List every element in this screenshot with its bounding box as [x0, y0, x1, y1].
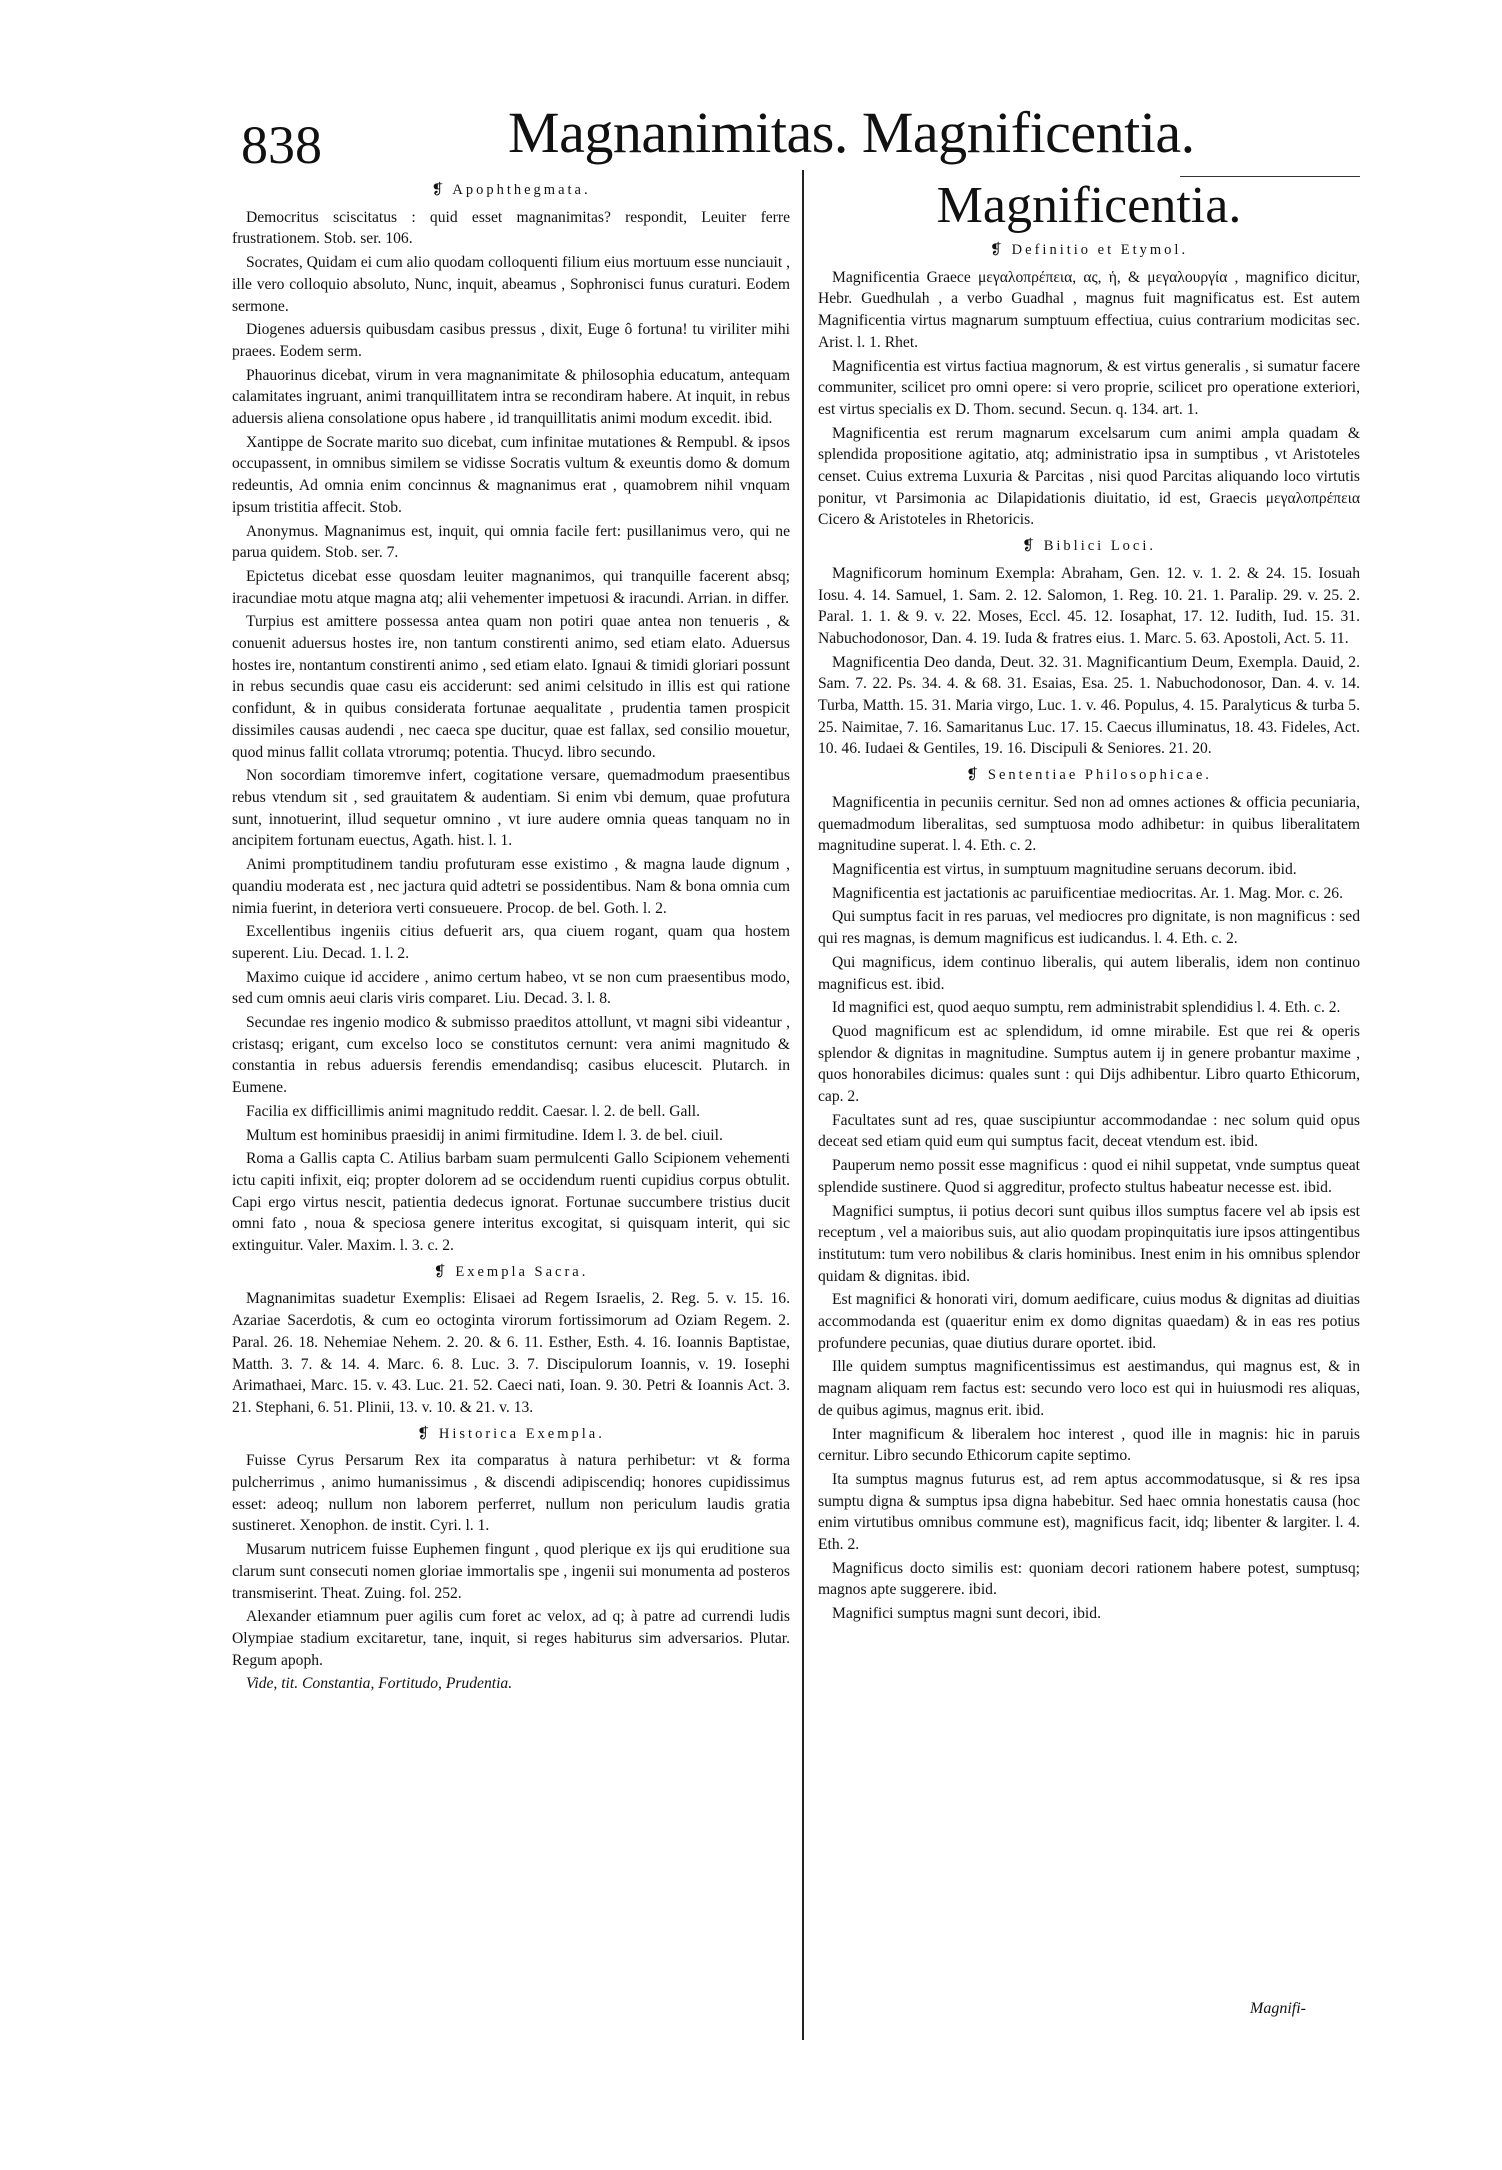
section-heading-biblici: ❡ Biblici Loci. — [1021, 538, 1157, 555]
paragraph: Magnificentia est virtus factiua magnorum, & est virtus generalis , si sumatur facere communiter, scilicet pro omni opere: si vero proprie, scilicet pro operatione exteriori, est virtus specialis ex D. Thom. secund. Secun. q. 134. art. 1. — [818, 357, 1360, 418]
paragraph: Ille quidem sumptus magnificentissimus est aestimandus, qui magnus est, & in magnam aliquam rem factus est: secundo vero loco est qui in huiusmodi res aliquas, de quibus agimus, magnus erit. ibid. — [818, 1358, 1360, 1419]
paragraph: Turpius est amittere possessa antea quam non potiri quae antea non tenueris , & conuenit aduersus hostes ire, non tantum constirenti animo, sed etiam elato. Aduersus hostes ire, nontantum constirenti animo , sed etiam elato. Ignaui & timidi gloriari possunt in rebus secundis quae casu eis acciderunt: sed animi celsitudo in illis est qui ratione confidunt, & in quibus considerata fortunae aequalitate , prudentia tamen prospicit dissimiles causas audendi , nec caeca spe ducitur, quae est fallax, sed consilio mouetur, quod minus fallit collata vtrorumq; potentia. Thucyd. libro secundo. — [232, 613, 790, 761]
catchword: Magnifi- — [1250, 2000, 1306, 2017]
paragraph: Magnifici sumptus, ii potius decori sunt quibus illos sumptus facere vel ab ipsis est receptum , vel a maioribus suis, aut alio quodam propinquitatis iure ipsos attingentibus institutum: tum vero nobilibus & claris hominibus. Inest enim in his omnibus splendor quidam & dignitas. ibid. — [818, 1202, 1360, 1285]
column-divider — [802, 170, 804, 2040]
section-heading-sententiae: ❡ Sententiae Philosophicae. — [966, 767, 1212, 784]
paragraph: Musarum nutricem fuisse Euphemen fingunt , quod plerique ex ijs qui eruditione sua clarum sunt consecuti nomen gloriae immortalis spe , ingenii sui monumenta ad posteros transmiserint. Theat. Zuing. fol. 252. — [232, 1541, 790, 1602]
paragraph: Xantippe de Socrate marito suo dicebat, cum infinitae mutationes & Rempubl. & ipsos occupassent, in omnibus similem se vidisse Socratis vultum & exeuntis domo & domum redeuntis, Ad omnia enim concinnus & magnanimus erat , quamobrem nihil vnquam ipsum tristitia affecit. Stob. — [232, 433, 790, 516]
paragraph: Ita sumptus magnus futurus est, ad rem aptus accommodatusque, si & res ipsa sumptu digna & sumptus ipsa digna habebitur. Sed haec omnia honestatis causa (hoc enim virtutibus omnibus commune est), magnificus facit, idq; libenter & largiter. l. 4. Eth. 2. — [818, 1470, 1360, 1554]
paragraph: Est magnifici & honorati viri, domum aedificare, cuius modus & dignitas ad diuitias accommodanda est (quaeritur enim ex domo dignitas quaedam) & in eas res potius profundere pecunias, quae diutius durare oportet. ibid. — [818, 1291, 1360, 1352]
paragraph: Socrates, Quidam ei cum alio quodam colloquenti filium eius mortuum esse nunciauit , ille vero colloquio absoluto, Nunc, inquit, abeamus , Sophronisci funus curaturi. Eodem sermone. — [232, 254, 790, 315]
paragraph: Inter magnificum & liberalem hoc interest , quod ille in magnis: hic in paruis cernitur. Libro secundo Ethicorum capite septimo. — [818, 1425, 1360, 1465]
paragraph: Magnificentia est virtus, in sumptuum magnitudine seruans decorum. ibid. — [832, 860, 1297, 878]
paragraph: Non socordiam timoremve infert, cogitatione versare, quemadmodum praesentibus rebus vtendum sit , sed grauitatem & audentiam. Si enim vbi demum, quae profutura sunt, innotuerint, illud sequetur omnino , vt iure audere omnia queas tanquam no in ancipitem fortunam euectus, Agath. hist. l. 1. — [232, 767, 790, 850]
paragraph: Secundae res ingenio modico & submisso praeditos attollunt, vt magni sibi videantur , cristasq; erigant, cum excelso loco se constitutos cernunt: vera animi magnitudo & constantia in rebus aduersis ferendis emendandisq; casibus elucescit. Plutarch. in Eumene. — [232, 1014, 790, 1097]
paragraph: Democritus sciscitatus : quid esset magnanimitas? respondit, Leuiter ferre frustrationem. Stob. ser. 106. — [232, 208, 790, 248]
paragraph: Magnificorum hominum Exempla: Abraham, Gen. 12. v. 1. 2. & 24. 15. Iosuah Iosu. 4. 14. Samuel, 1. Sam. 2. 12. Salomon, 1. Reg. 10. 21. 1. Paralip. 29. v. 25. 2. Paral. 1. 1. & 9. v. 22. Moses, Eccl. 45. 12. Iosaphat, 17. 12. Iudith, Iud. 15. 31. Nabuchodonosor, Dan. 4. 19. Iuda & fratres eius. 1. Marc. 5. 63. Apostoli, Act. 5. 11. — [818, 564, 1360, 647]
paragraph: Roma a Gallis capta C. Atilius barbam suam permulcenti Gallo Scipionem vehementi ictu capiti infixit, eiq; propter dolorem ad se occidendum ruenti cupidius corpus obtulit. Capi ergo virtus nescit, patientia dedecus ignorat. Fortunae succumbere tristius ducit omni fato , noua & speciosa genere interitus excogitat, si quisquam interit, qui sic extinguitur. Valer. Maxim. l. 3. c. 2. — [232, 1150, 790, 1255]
paragraph: Magnificus docto similis est: quoniam decori rationem habere potest, sumptusq; magnos apte suggerere. ibid. — [818, 1559, 1360, 1599]
apophthegmata-list — [232, 207, 790, 1257]
paragraph: Pauperum nemo possit esse magnificus : quod ei nihil suppetat, vnde sumptus queat splendide sustinere. Quod si aggreditur, profecto stultus habeatur necesse est. ibid. — [818, 1157, 1360, 1196]
cross-reference: Vide, tit. Constantia, Fortitudo, Prudentia. — [246, 1675, 513, 1693]
paragraph: Magnificentia in pecuniis cernitur. Sed non ad omnes actiones & officia pecuniaria, quemadmodum liberalitas, sed sumptuosa modo adhibetur: in quibus liberalitatem magnitudine superat. l. 4. Eth. c. 2. — [818, 793, 1360, 855]
left-column — [232, 175, 790, 2045]
section-heading-apophthegmata: ❡ Apophthegmata. — [431, 182, 591, 198]
paragraph: Qui magnificus, idem continuo liberalis, qui autem liberalis, idem non continuo magnificus est. ibid. — [818, 953, 1360, 993]
section-heading-definitio: ❡ Definitio et Etymol. — [989, 242, 1189, 258]
paragraph: Animi promptitudinem tandiu profuturam esse existimo , & magna laude dignum , quandiu moderata est , nec jactura quid adtetri se possidentibus. Nam & bona omnia cum nimia fuerint, in deteriora verti consueuere. Procop. de bel. Goth. l. 2. — [232, 856, 790, 917]
right-column — [818, 175, 1360, 2045]
paragraph: Diogenes aduersis quibusdam casibus pressus , dixit, Euge ô fortuna! tu viriliter mihi praees. Eodem serm. — [232, 321, 790, 360]
paragraph: Facilia ex difficillimis animi magnitudo reddit. Caesar. l. 2. de bell. Gall. — [246, 1102, 700, 1120]
paragraph: Excellentibus ingeniis citius defuerit ars, qua ciuem rogant, quam qua hostem superent. Liu. Decad. 1. l. 2. — [232, 923, 790, 962]
paragraph: Qui sumptus facit in res paruas, vel mediocres pro dignitate, is non magnificus : sed qui res magnas, is demum magnificus est iudicandus. l. 4. Eth. c. 2. — [818, 908, 1360, 948]
paragraph: Magnificentia est jactationis ac paruificentiae mediocritas. Ar. 1. Mag. Mor. c. 26. — [832, 884, 1343, 902]
section-heading-historica: ❡ Historica Exempla. — [417, 1425, 605, 1442]
paragraph: Epictetus dicebat esse quosdam leuiter magnanimos, qui tranquille facerent absq; iracundiae motu atque magna atq; alii vehementer impetuosi & iracundi. Arrian. in differ. — [232, 567, 790, 607]
section-title: Magnificentia. — [936, 177, 1242, 234]
paragraph: Maximo cuique id accidere , animo certum habeo, vt se non cum praesentibus modo, sed cum omnis aeui claris viris comparet. Liu. Decad. 3. l. 8. — [232, 968, 790, 1008]
section-heading-exempla-sacra: ❡ Exempla Sacra. — [433, 1263, 589, 1280]
paragraph: Magnificentia Deo danda, Deut. 32. 31. Magnificantium Deum, Exempla. Dauid, 2. Sam. 7. 22. Ps. 34. 4. & 68. 31. Esaias, Esa. 25. 1. Nabuchodonosor, Dan. 4. v. 14. Turba, Matth. 15. 31. Maria virgo, Luc. 1. v. 46. Populus, 4. 15. Paralyticus & turba 5. 25. Naimitae, 7. 16. Samaritanus Luc. 17. 15. Caecus illuminatus, 18. 43. Fideles, Act. 10. 46. Iudaei & Gentiles, 19. 16. Discipuli & Seniores. 21. 20. — [818, 653, 1360, 758]
paragraph: Alexander etiamnum puer agilis cum foret ac velox, ad q; à patre ad currendi ludis Olympiae stadium excitaretur, tane, inquit, si reges habiturus sim adversarios. Plutar. Regum apoph. — [232, 1608, 790, 1669]
paragraph: Magnificentia Graece μεγαλοπρέπεια, ας, ἡ, & μεγαλουργία , magnifico dicitur, Hebr. Guedhulah , a verbo Guadhal , magnus fuit magnificatus est. Est autem Magnificentia virtus magnarum sumptuum effectiua, cuius contrarium modicitas sec. Arist. l. 1. Rhet. — [818, 268, 1360, 351]
paragraph: Multum est hominibus praesidij in animi firmitudine. Idem l. 3. de bel. ciuil. — [246, 1126, 723, 1144]
paragraph: Phauorinus dicebat, virum in vera magnanimitate & philosophia educatum, antequam calamitates ingruant, animi tranquillitatem intra se recondiram habere. At inquit, in rebus aduersis aliena consolatione opus habere , id tranquillitatis animi modum excedit. ibid. — [232, 366, 790, 428]
paragraph: Magnanimitas suadetur Exemplis: Elisaei ad Regem Israelis, 2. Reg. 5. v. 15. 16. Azariae Sacerdotis, & cum eo octoginta virorum fortissimorum ad Oziam Regem. 2. Paral. 26. 18. Nehemiae Nehem. 2. 20. & 6. 11. Esther, Esth. 4. 16. Ioannis Baptistae, Matth. 3. 7. & 14. 4. Marc. 6. 8. Luc. 3. 7. Discipulorum Ioannis, v. 19. Iosephi Arimathaei, Marc. 15. v. 43. Luc. 21. 52. Caeci nati, Ioan. 9. 30. Petri & Ioannis Act. 3. 21. Stephani, 6. 51. Plinii, 13. v. 10. & 21. v. 13. — [232, 1290, 790, 1416]
running-title: Magnanimitas. Magnificentia. — [508, 100, 1195, 165]
paragraph: Quod magnificum est ac splendidum, id omne mirabile. Est que rei & operis splendor & dignitas in magnitudine. Sumptus autem ij in genere probantur maxime , quos honorabiles dicimus: quales sunt : qui Dijs adhibentur. Libro quarto Ethicorum, cap. 2. — [818, 1022, 1360, 1106]
paragraph: Magnificentia est rerum magnarum excelsarum cum animi ampla quadam & splendida propositione agitatio, atq; administratio ipsa in sumptibus , vt Aristoteles censet. Cuius extrema Luxuria & Parcitas , nisi quod Parcitas aliquando loco virtutis ponitur, vt Parsimonia ac Dilapidationis diuitatio, id est, Graecis μεγαλοπρέπεια Cicero & Aristoteles in Rhetoricis. — [818, 424, 1360, 529]
paragraph: Facultates sunt ad res, quae suscipiuntur accommodandae : nec solum quid opus deceat sed etiam quid eum qui sumptus facit, deceat vtendum est. ibid. — [818, 1111, 1360, 1151]
paragraph: Magnifici sumptus magni sunt decori, ibid. — [832, 1605, 1101, 1623]
paragraph: Fuisse Cyrus Persarum Rex ita comparatus à natura perhibetur: vt & forma pulcherrimus , animo humanissimus , & discendi adipiscendiq; honores cupidissimus esset: adeoq; nullum non laborem perferret, nullum non periculum laudis gratia sustineret. Xenophon. de instit. Cyri. l. 1. — [232, 1452, 790, 1535]
paragraph: Id magnifici est, quod aequo sumptu, rem administrabit splendidius l. 4. Eth. c. 2. — [832, 999, 1341, 1017]
page-number: 838 — [241, 115, 322, 175]
paragraph: Anonymus. Magnanimus est, inquit, qui omnia facile fert: pusillanimus vero, qui ne parua quidem. Stob. ser. 7. — [232, 522, 790, 562]
